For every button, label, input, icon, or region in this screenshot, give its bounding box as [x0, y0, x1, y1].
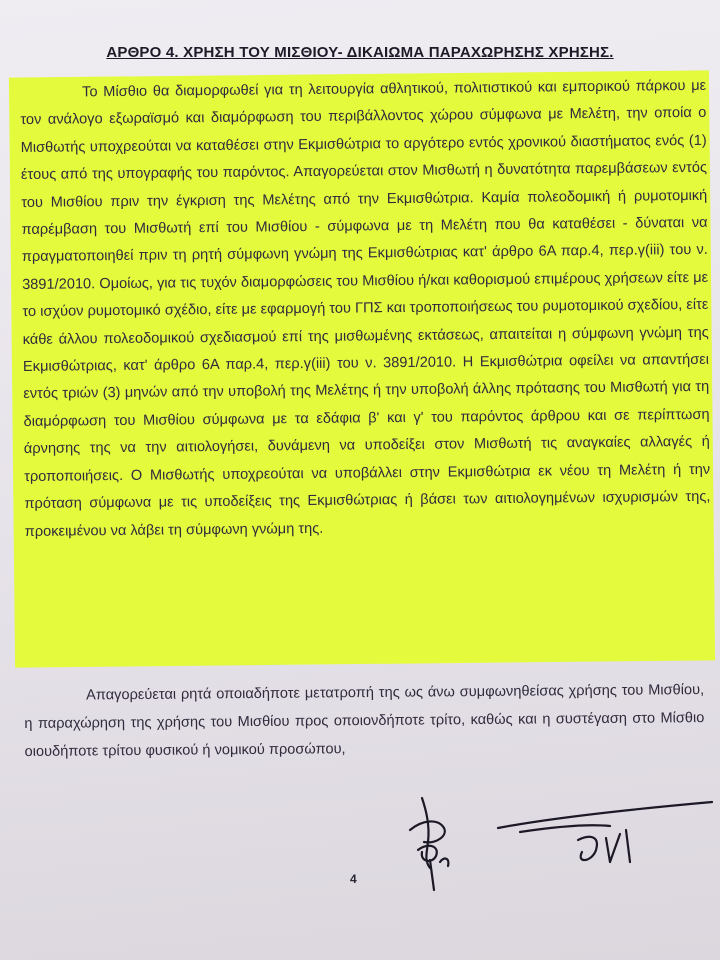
handwritten-signature — [400, 790, 720, 900]
page-number: 4 — [350, 872, 357, 886]
highlighted-paragraph: Το Μίσθιο θα διαμορφωθεί για τη λειτουργία αθλητικού, πολιτιστικού και εμπορικού πάρκου με τον ανάλογο εξωραϊσμό και διαμόρφωση του περιβάλλοντος χώρου σύμφωνα με Μελέτη, την οποία ο Μισθωτής υποχρεούται να καταθέσει στην Εκμισθώτρια το αργότερο εντός χρονικού διαστήματος ενός (1) έτους από της υπογραφής του παρόντος. Απαγορεύεται στον Μισθωτή η δυνατότητα παρεμβάσεων εντός του Μισθίου πριν την έγκριση της Μελέτης από την Εκμισθώτρια. Καμία πολεοδομική ή ρυμοτομική παρέμβαση του Μισθωτή επί του Μισθίου - σύμφωνα με τη Μελέτη που θα καταθέσει - δύναται να πραγματοποιηθεί πριν τη ρητή σύμφωνη γνώμη της Εκμισθώτριας κατ' άρθρο 6Α παρ.4, περ.γ(iii) του ν. 3891/2010. Ομοίως, για τις τυχόν διαμορφώσεις του Μισθίου ή/και καθορισμού επιμέρους χρήσεων είτε με το ισχύον ρυμοτομικό σχέδιο, είτε με εφαρμογή του ΓΠΣ και τροποποιήσεως του ρυμοτομικού σχεδίου, είτε κάθε άλλου πολεοδομικού σχεδιασμού επί της μισθωμένης εκτάσεως, απαιτείται η σύμφωνη γνώμη της Εκμισθώτριας, κατ' άρθρο 6Α παρ.4, περ.γ(iii) του ν. 3891/2010. Η Εκμισθώτρια οφείλει να απαντήσει εντός τριών (3) μηνών από την υποβολή της Μελέτης ή την υποβολή άλλης πρότασης του Μισθωτή για τη διαμόρφωση του Μισθίου σύμφωνα με τα εδάφια β' και γ' του παρόντος άρθρου και σε περίπτωση άρνησης της να την αιτιολογήσει, δυνάμενη να υποδείξει στον Μισθωτή τις αναγκαίες αλλαγές ή τροποποιήσεις. Ο Μισθωτής υποχρεούται να υποβάλλει στην Εκμισθώτρια εκ νέου τη Μελέτη ή την πρόταση σύμφωνα με τις υποδείξεις της Εκμισθώτριας ή βάσει των αιτιολογημένων ισχυρισμών της, προκειμένου να λάβει τη σύμφωνη γνώμη της. — [20, 77, 711, 540]
second-paragraph: Απαγορεύεται ρητά οποιαδήποτε μετατροπή της ως άνω συμφωνηθείσας χρήσης του Μισθίου, η παραχώρηση της χρήσης του Μισθίου προς οποιονδήποτε τρίτο, καθώς και η συστέγαση στο Μίσθιο οιουδήποτε τρίτου φυσικού ή νομικού προσώπου, — [24, 682, 705, 760]
article-heading: ΑΡΘΡΟ 4. ΧΡΗΣΗ ΤΟΥ ΜΙΣΘΙΟΥ- ΔΙΚΑΙΩΜΑ ΠΑΡΑΧΩΡΗΣΗΣ ΧΡΗΣΗΣ. — [106, 44, 614, 61]
